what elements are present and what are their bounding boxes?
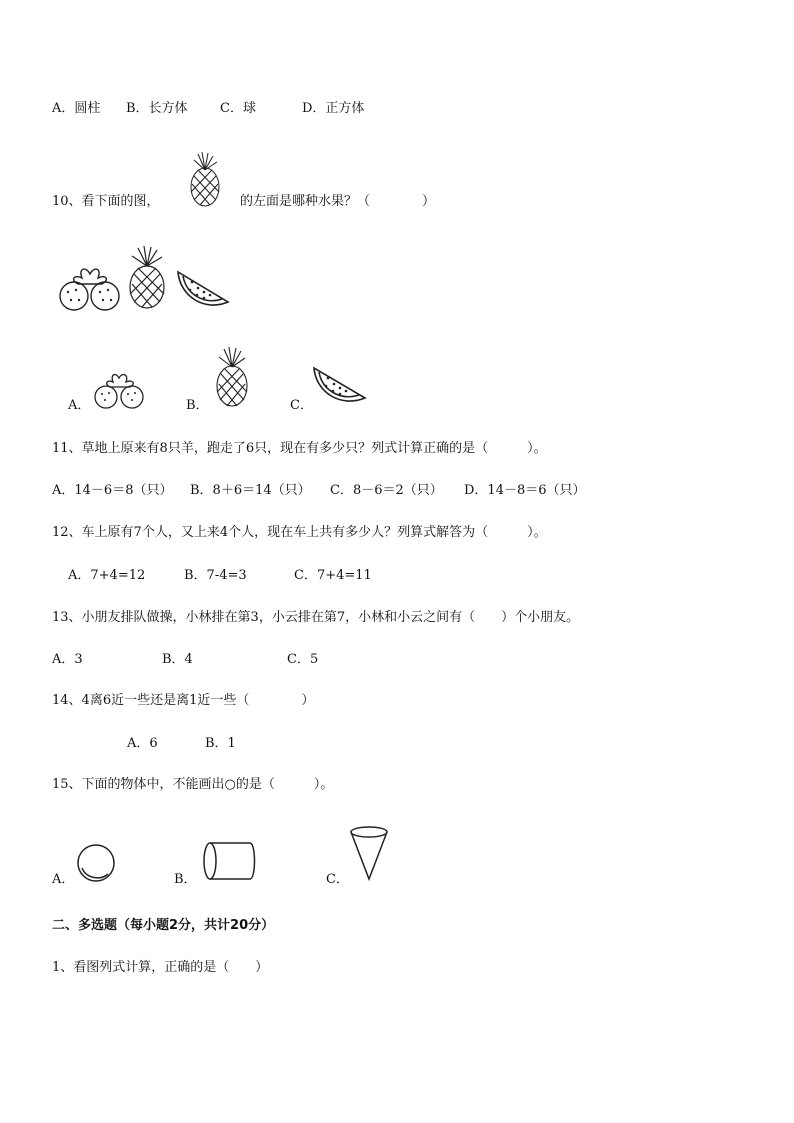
watermelon-icon (174, 268, 230, 314)
q9-option-a[interactable]: A．圆柱 (52, 101, 101, 116)
pineapple-icon (212, 346, 252, 408)
q13-option-c[interactable]: C．5 (287, 652, 319, 667)
q14-option-b[interactable]: B．1 (205, 736, 236, 751)
mq1-text: 1、看图列式计算，正确的是（ ） (52, 960, 269, 975)
strawberries-icon (56, 264, 122, 312)
q15-text: 15、下面的物体中，不能画出○的是（ ）。 (52, 777, 334, 792)
strawberries-icon (92, 370, 146, 410)
watermelon-icon (310, 364, 368, 410)
q13-option-a[interactable]: A．3 (52, 652, 83, 667)
q10-suffix: 的左面是哪种水果？（ ） (240, 194, 436, 209)
q15-option-b[interactable]: B． (174, 872, 197, 887)
q11-text: 11、草地上原来有8只羊，跑走了6只，现在有多少只？列式计算正确的是（ ）。 (52, 441, 547, 456)
q9-option-c[interactable]: C．球 (220, 101, 256, 116)
pineapple-icon (124, 244, 170, 310)
q12-option-a[interactable]: A．7+4=12 (68, 568, 146, 583)
q13-option-b[interactable]: B．4 (162, 652, 193, 667)
q11-option-c[interactable]: C．8－6＝2（只） (330, 483, 443, 498)
q10-option-c[interactable]: C． (290, 398, 313, 413)
cone-icon (348, 824, 390, 882)
q11-option-a[interactable]: A．14－6＝8（只） (52, 483, 173, 498)
q9-option-b[interactable]: B．长方体 (126, 101, 188, 116)
q12-option-b[interactable]: B．7-4=3 (184, 568, 247, 583)
q11-option-d[interactable]: D．14－8＝6（只） (464, 483, 586, 498)
q12-option-c[interactable]: C．7+4=11 (294, 568, 372, 583)
section-heading: 二、多选题（每小题2分，共计20分） (52, 918, 275, 933)
q12-text: 12、车上原有7个人，又上来4个人，现在车上共有多少人？列算式解答为（ ）。 (52, 525, 547, 540)
q15-option-a[interactable]: A． (52, 872, 75, 887)
q10-prefix: 10、看下面的图， (52, 194, 160, 209)
q15-option-c[interactable]: C． (326, 872, 349, 887)
q10-option-a[interactable]: A． (68, 398, 91, 413)
q11-option-b[interactable]: B．8＋6＝14（只） (190, 483, 311, 498)
q10-option-b[interactable]: B． (186, 398, 209, 413)
q9-option-d[interactable]: D．正方体 (302, 101, 365, 116)
q13-text: 13、小朋友排队做操，小林排在第3，小云排在第7，小林和小云之间有（ ）个小朋友。 (52, 610, 580, 625)
q14-text: 14、4离6近一些还是离1近一些（ ） (52, 693, 315, 708)
cylinder-icon (200, 840, 258, 882)
q14-option-a[interactable]: A．6 (127, 736, 158, 751)
pineapple-icon (186, 150, 224, 208)
ball-icon (74, 842, 118, 884)
